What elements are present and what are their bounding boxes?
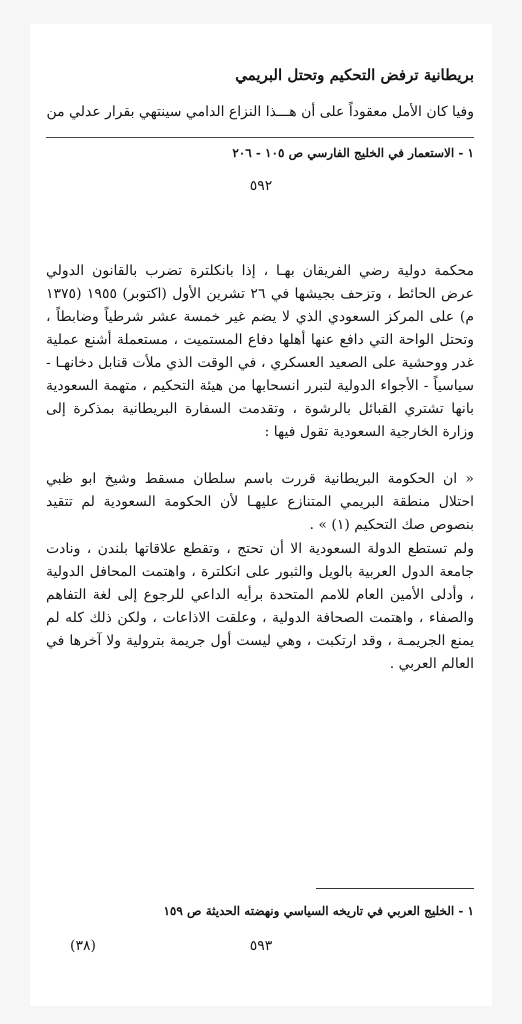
body-paragraph-quote: « ان الحكومة البريطانية قررت باسم سلطان مسقط وشيخ ابو ظبي احتلال منطقة البريمي المتنازع عليهـا لأن الحكومة السعودية لم تتقيد بنصوص صك التحكيم (١) » . [46,471,474,533]
viewer-frame-left [0,24,30,1006]
page-number-top: ٥٩٢ [249,178,273,194]
page-number-bottom: ٥٩٣ [249,938,273,954]
footnote-bottom: ١ - الخليج العربي في تاريخه السياسي ونهضته الحديثة ص ١٥٩ [163,904,474,918]
body-paragraph-1: محكمة دولية رضي الفريقان بهـا ، إذا بانكلترة تضرب بالقانون الدولي عرض الحائط ، وتزحف بجيشها في ٢٦ تشرين الأول (اكتوبر) ١٩٥٥ (١٣٧٥ م) على المركز السعودي الذي لا يضم غير خمسة عشر شرطياً وضابطاً ، وتحتل الواحة التي دافع عنها أهلها دفاع المستميت ، مستعملة أشنع عملية غدر ووحشية على الصعيد العسكري ، في الوقت الذي ملأت قنابل دخانهـا - سياسياً - الأجواء الدولية لتبرر انسحابها من هيئة التحكيم ، متهمة السعودية بانها تشتري القبائل بالرشوة ، وتقدمت السفارة البريطانية بمذكرة إلى وزارة الخارجية السعودية تقول فيها : [46,263,475,440]
footnote-top: ١ - الاستعمار في الخليج الفارسي ص ١٠٥ - ٢٠٦ [232,146,474,160]
viewer-frame-bottom [0,1006,522,1024]
intro-line: وفيا كان الأمل معقوداً على أن هـــذا النزاع الدامي سينتهي بقرار عدلي من [46,104,474,120]
viewer-frame-top [0,0,522,24]
page-number-left: (٣٨) [70,938,96,954]
body-paragraph-3: ولم تستطع الدولة السعودية الا أن تحتج ، وتقطع علاقاتها بلندن ، ونادت جامعة الدول العربية بالويل والثبور على انكلترة ، واهتمت المحافل الدولية ، وأدلى الأمين العام للامم المتحدة برأيه الداعي للرجوع إلى لغة التفاهم والصفاء ، واهتمت الصحافة الدولية ، وعلقت الاذاعات ، ولكن ذلك كله لم يمنع الجريمـة ، وقد ارتكبت ، وهي ليست أول جريمة بترولية ولا آخرها في العالم العربي . [46,541,475,672]
viewer-frame-right [492,24,522,1006]
document-page [30,24,492,1006]
footnote-divider-top [46,137,474,138]
footnote-divider-bottom [316,888,474,889]
section-heading: بريطانية ترفض التحكيم وتحتل البريمي [235,66,474,84]
